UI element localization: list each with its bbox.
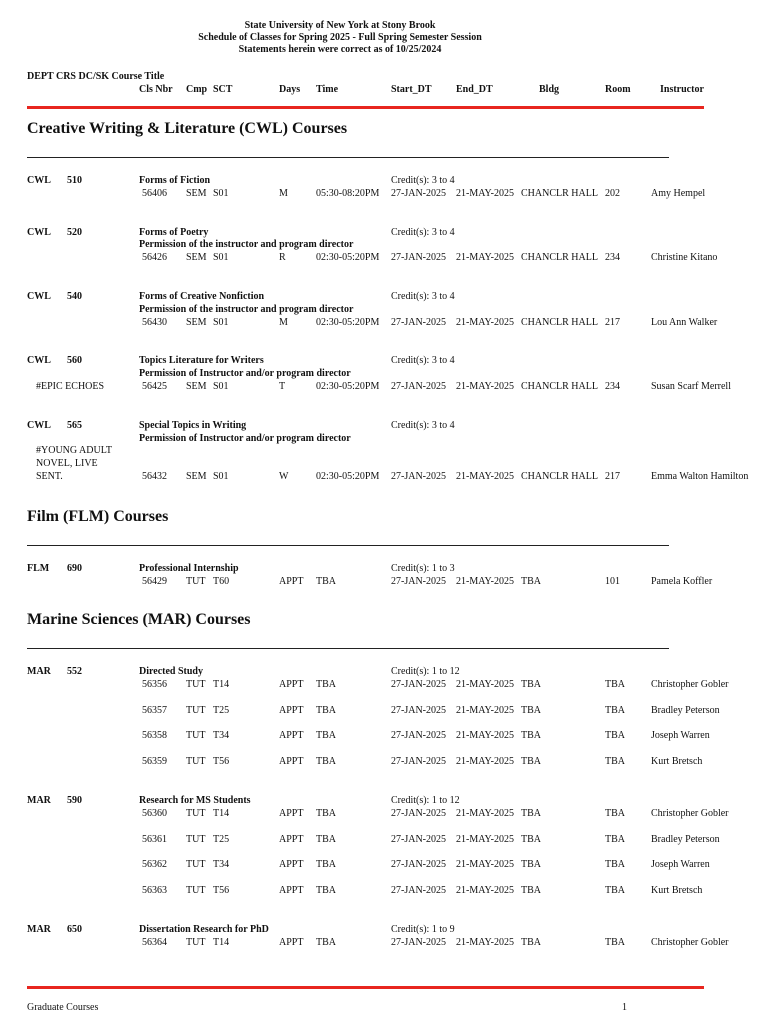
class-start-date: 27-JAN-2025 <box>391 575 446 587</box>
class-days: APPT <box>279 936 304 948</box>
course-title: Special Topics in Writing <box>139 419 247 431</box>
course-credits: Credit(s): 1 to 9 <box>391 924 455 935</box>
col-header-room: Room <box>605 84 631 95</box>
course-dept: CWL <box>27 419 51 431</box>
class-building: CHANCLR HALL <box>521 381 598 392</box>
col-header-cls-nbr: Cls Nbr <box>139 84 173 95</box>
class-days: APPT <box>279 859 304 871</box>
class-time: TBA <box>316 885 336 897</box>
class-section: S01 <box>213 471 229 482</box>
class-component: TUT <box>186 936 206 948</box>
class-room: 101 <box>605 575 620 587</box>
course-title: Forms of Poetry <box>139 226 209 238</box>
class-section: S01 <box>213 187 229 199</box>
class-room: TBA <box>605 936 625 948</box>
section-title: Film (FLM) Courses <box>27 508 169 525</box>
class-instructor: Christine Kitano <box>651 252 718 264</box>
section-divider <box>27 157 669 158</box>
class-instructor: Christopher Gobler <box>651 936 729 948</box>
course-dept: CWL <box>27 355 51 367</box>
class-section: T34 <box>213 730 230 742</box>
col-header-dept-crs-title: DEPT CRS DC/SK Course Title <box>27 71 165 82</box>
class-room: TBA <box>605 859 625 871</box>
class-section: T14 <box>213 936 230 948</box>
class-start-date: 27-JAN-2025 <box>391 704 446 716</box>
class-end-date: 21-MAY-2025 <box>456 936 514 948</box>
class-room: 234 <box>605 381 620 392</box>
class-section: T56 <box>213 885 230 897</box>
course-title: Dissertation Research for PhD <box>139 924 269 935</box>
course-number: 650 <box>67 924 82 935</box>
class-building: TBA <box>521 833 541 845</box>
class-instructor: Kurt Bretsch <box>651 756 703 768</box>
class-room: 234 <box>605 252 620 264</box>
class-number: 56425 <box>142 381 167 392</box>
course-title: Topics Literature for Writers <box>139 355 264 367</box>
course-credits: Credit(s): 1 to 12 <box>391 795 460 806</box>
class-days: T <box>279 381 286 392</box>
class-number: 56426 <box>142 252 167 264</box>
course-topic: #YOUNG ADULT <box>36 445 113 457</box>
class-days: M <box>279 187 288 199</box>
class-end-date: 21-MAY-2025 <box>456 187 514 199</box>
class-end-date: 21-MAY-2025 <box>456 756 514 768</box>
section-title: Marine Sciences (MAR) Courses <box>27 611 251 628</box>
class-instructor: Amy Hempel <box>651 187 706 199</box>
class-section: T56 <box>213 756 230 768</box>
class-building: TBA <box>521 704 541 716</box>
class-time: TBA <box>316 833 336 845</box>
col-header-time: Time <box>316 84 339 95</box>
class-time: TBA <box>316 575 336 587</box>
class-days: APPT <box>279 833 304 845</box>
class-time: TBA <box>316 704 336 716</box>
class-number: 56432 <box>142 471 167 482</box>
class-room: TBA <box>605 885 625 897</box>
class-component: TUT <box>186 807 206 819</box>
class-component: TUT <box>186 730 206 742</box>
col-header-cmp: Cmp <box>186 84 208 95</box>
university-name: State University of New York at Stony Brook <box>244 20 436 31</box>
class-number: 56429 <box>142 575 167 587</box>
class-start-date: 27-JAN-2025 <box>391 381 446 392</box>
class-instructor: Pamela Koffler <box>651 575 713 587</box>
course-dept: FLM <box>27 563 50 574</box>
class-days: APPT <box>279 756 304 768</box>
class-instructor: Susan Scarf Merrell <box>651 381 731 392</box>
class-instructor: Joseph Warren <box>651 859 710 871</box>
class-building: TBA <box>521 730 541 742</box>
class-end-date: 21-MAY-2025 <box>456 704 514 716</box>
class-end-date: 21-MAY-2025 <box>456 678 514 690</box>
class-start-date: 27-JAN-2025 <box>391 316 446 328</box>
class-section: S01 <box>213 381 229 392</box>
course-title: Research for MS Students <box>139 795 251 806</box>
class-building: TBA <box>521 756 541 768</box>
class-number: 56430 <box>142 316 167 328</box>
class-number: 56406 <box>142 187 167 199</box>
class-number: 56362 <box>142 859 167 871</box>
class-end-date: 21-MAY-2025 <box>456 833 514 845</box>
class-end-date: 21-MAY-2025 <box>456 252 514 264</box>
class-component: TUT <box>186 885 206 897</box>
course-topic: SENT. <box>36 471 63 482</box>
course-credits: Credit(s): 3 to 4 <box>391 355 455 367</box>
class-start-date: 27-JAN-2025 <box>391 859 446 871</box>
class-time: TBA <box>316 678 336 690</box>
class-section: T25 <box>213 833 230 845</box>
class-time: TBA <box>316 936 336 948</box>
course-number: 540 <box>67 291 82 302</box>
class-room: TBA <box>605 730 625 742</box>
course-number: 520 <box>67 226 82 238</box>
class-end-date: 21-MAY-2025 <box>456 471 514 482</box>
course-number: 552 <box>67 666 82 677</box>
class-section: T14 <box>213 678 230 690</box>
class-component: TUT <box>186 859 206 871</box>
class-time: 02:30-05:20PM <box>316 252 380 264</box>
class-building: TBA <box>521 859 541 871</box>
class-room: 202 <box>605 187 620 199</box>
class-component: TUT <box>186 756 206 768</box>
class-room: TBA <box>605 756 625 768</box>
course-topic: NOVEL, LIVE <box>36 458 98 470</box>
section-divider <box>27 545 669 546</box>
class-section: S01 <box>213 316 229 328</box>
class-time: TBA <box>316 807 336 819</box>
class-instructor: Bradley Peterson <box>651 704 720 716</box>
class-component: SEM <box>186 252 207 264</box>
class-start-date: 27-JAN-2025 <box>391 936 446 948</box>
course-credits: Credit(s): 3 to 4 <box>391 175 455 186</box>
class-days: W <box>279 471 289 482</box>
class-time: TBA <box>316 756 336 768</box>
class-room: 217 <box>605 471 620 482</box>
class-section: T60 <box>213 575 230 587</box>
class-start-date: 27-JAN-2025 <box>391 252 446 264</box>
class-end-date: 21-MAY-2025 <box>456 885 514 897</box>
course-dept: MAR <box>27 795 51 806</box>
class-building: TBA <box>521 575 541 587</box>
footer-divider <box>27 986 704 989</box>
class-start-date: 27-JAN-2025 <box>391 885 446 897</box>
course-number: 560 <box>67 355 82 367</box>
class-start-date: 27-JAN-2025 <box>391 471 446 482</box>
class-component: TUT <box>186 833 206 845</box>
course-credits: Credit(s): 1 to 12 <box>391 666 460 677</box>
class-start-date: 27-JAN-2025 <box>391 807 446 819</box>
class-number: 56358 <box>142 730 167 742</box>
course-dept: MAR <box>27 666 51 677</box>
class-building: CHANCLR HALL <box>521 187 598 199</box>
class-room: 217 <box>605 316 620 328</box>
class-instructor: Christopher Gobler <box>651 807 729 819</box>
class-start-date: 27-JAN-2025 <box>391 756 446 768</box>
page-number: 1 <box>622 1002 627 1013</box>
schedule-title: Schedule of Classes for Spring 2025 - Full Spring Semester Session <box>198 32 482 43</box>
class-building: TBA <box>521 885 541 897</box>
class-end-date: 21-MAY-2025 <box>456 807 514 819</box>
class-time: 02:30-05:20PM <box>316 471 380 482</box>
course-requirement-note: Permission of the instructor and program director <box>139 239 354 251</box>
class-building: CHANCLR HALL <box>521 252 598 264</box>
course-number: 510 <box>67 175 82 186</box>
class-end-date: 21-MAY-2025 <box>456 316 514 328</box>
header-divider <box>27 106 704 109</box>
course-title: Forms of Fiction <box>139 175 211 186</box>
class-number: 56360 <box>142 807 167 819</box>
class-days: APPT <box>279 575 304 587</box>
col-header-start-dt: Start_DT <box>391 84 432 95</box>
class-number: 56357 <box>142 704 167 716</box>
class-component: TUT <box>186 678 206 690</box>
class-time: TBA <box>316 730 336 742</box>
class-section: T25 <box>213 704 230 716</box>
class-building: TBA <box>521 807 541 819</box>
class-start-date: 27-JAN-2025 <box>391 678 446 690</box>
class-time: TBA <box>316 859 336 871</box>
class-component: SEM <box>186 471 207 482</box>
class-room: TBA <box>605 678 625 690</box>
course-requirement-note: Permission of Instructor and/or program director <box>139 432 351 444</box>
col-header-instructor: Instructor <box>660 84 704 95</box>
class-number: 56359 <box>142 756 167 768</box>
course-topic: #EPIC ECHOES <box>36 381 105 392</box>
class-start-date: 27-JAN-2025 <box>391 187 446 199</box>
footer-label: Graduate Courses <box>27 1002 99 1013</box>
col-header-bldg: Bldg <box>539 84 560 95</box>
class-start-date: 27-JAN-2025 <box>391 833 446 845</box>
course-requirement-note: Permission of the instructor and program director <box>139 303 354 315</box>
course-requirement-note: Permission of Instructor and/or program director <box>139 368 351 380</box>
class-section: T34 <box>213 859 230 871</box>
class-component: SEM <box>186 316 207 328</box>
class-instructor: Bradley Peterson <box>651 833 720 845</box>
course-title: Directed Study <box>139 666 203 677</box>
col-header-sct: SCT <box>213 84 233 95</box>
class-building: TBA <box>521 936 541 948</box>
class-days: M <box>279 316 288 328</box>
class-end-date: 21-MAY-2025 <box>456 859 514 871</box>
class-room: TBA <box>605 833 625 845</box>
class-end-date: 21-MAY-2025 <box>456 730 514 742</box>
class-number: 56363 <box>142 885 167 897</box>
course-dept: CWL <box>27 175 51 186</box>
class-time: 02:30-05:20PM <box>316 381 380 392</box>
class-days: APPT <box>279 730 304 742</box>
class-instructor: Emma Walton Hamilton <box>651 471 749 482</box>
course-number: 590 <box>67 795 82 806</box>
class-end-date: 21-MAY-2025 <box>456 381 514 392</box>
class-section: S01 <box>213 252 229 264</box>
class-days: APPT <box>279 704 304 716</box>
class-instructor: Christopher Gobler <box>651 678 729 690</box>
class-instructor: Lou Ann Walker <box>651 316 718 328</box>
class-time: 02:30-05:20PM <box>316 316 380 328</box>
class-component: SEM <box>186 381 207 392</box>
course-dept: CWL <box>27 226 51 238</box>
course-title: Professional Internship <box>139 563 239 574</box>
class-building: TBA <box>521 678 541 690</box>
class-building: CHANCLR HALL <box>521 316 598 328</box>
class-section: T14 <box>213 807 230 819</box>
class-component: TUT <box>186 575 206 587</box>
course-number: 565 <box>67 419 82 431</box>
statement-date: Statements herein were correct as of 10/25/2024 <box>238 44 442 55</box>
col-header-days: Days <box>279 84 301 95</box>
class-number: 56361 <box>142 833 167 845</box>
class-component: TUT <box>186 704 206 716</box>
class-days: APPT <box>279 885 304 897</box>
class-room: TBA <box>605 807 625 819</box>
class-days: APPT <box>279 678 304 690</box>
class-number: 56356 <box>142 678 167 690</box>
course-credits: Credit(s): 1 to 3 <box>391 563 455 574</box>
class-number: 56364 <box>142 936 167 948</box>
class-start-date: 27-JAN-2025 <box>391 730 446 742</box>
course-credits: Credit(s): 3 to 4 <box>391 291 455 302</box>
course-dept: MAR <box>27 924 51 935</box>
course-credits: Credit(s): 3 to 4 <box>391 226 455 238</box>
col-header-end-dt: End_DT <box>456 84 493 95</box>
class-building: CHANCLR HALL <box>521 471 598 482</box>
class-instructor: Kurt Bretsch <box>651 885 703 897</box>
course-credits: Credit(s): 3 to 4 <box>391 419 455 431</box>
class-days: R <box>279 252 286 264</box>
class-component: SEM <box>186 187 207 199</box>
section-divider <box>27 648 669 649</box>
class-days: APPT <box>279 807 304 819</box>
class-time: 05:30-08:20PM <box>316 187 380 199</box>
course-title: Forms of Creative Nonfiction <box>139 291 265 302</box>
course-dept: CWL <box>27 291 51 302</box>
class-end-date: 21-MAY-2025 <box>456 575 514 587</box>
class-instructor: Joseph Warren <box>651 730 710 742</box>
course-number: 690 <box>67 563 82 574</box>
section-title: Creative Writing & Literature (CWL) Courses <box>27 120 348 137</box>
class-room: TBA <box>605 704 625 716</box>
